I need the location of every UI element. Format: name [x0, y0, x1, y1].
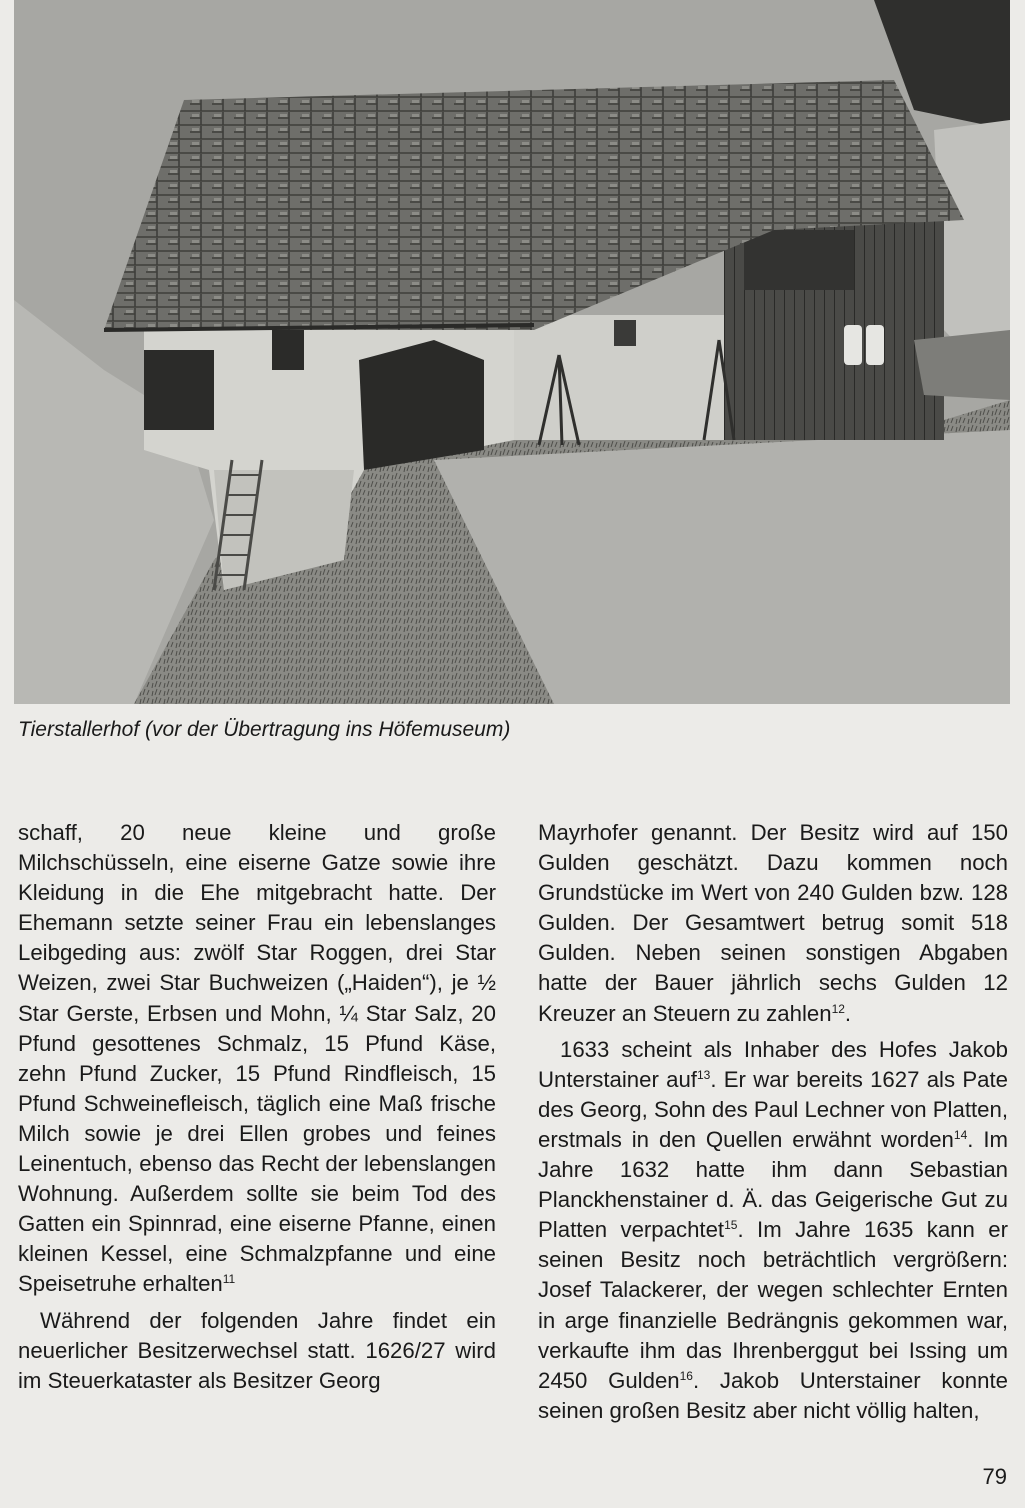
figure-caption: Tierstallerhof (vor der Übertragung ins Höfemuseum) [18, 718, 511, 741]
paragraph [18, 818, 496, 1300]
paragraph-text: . Im Jahre 1632 hatte ihm dann Sebastian Planckhenstainer d. Ä. das Geigerische Gut zu Platten verpachtet [538, 1126, 1008, 1243]
paragraph-text: . [844, 1000, 852, 1026]
paragraph [538, 1035, 1008, 1426]
paragraph-text: . Im Jahre 1635 kann er seinen Besitz noch beträchtlich vergrößern: Josef Talackerer, der wegen schlechter Ernten in arge finanzielle Bedrängnis gekommen war, verkaufte ihm das Ihrenberggut bei Issing um 2450 Gulden [538, 1217, 1008, 1393]
paragraph-text: Mayrhofer genannt. Der Besitz wird auf 150 Gulden geschätzt. Dazu kommen noch Grundstücke im Wert von 240 Gulden bzw. 128 Gulden. Der Gesamtwert betrug somit 518 Gulden. Neben seinen sonstigen Abgaben hatte der Bauer jährlich sechs Gulden 12 Kreuzer an Steuern zu zahlen [538, 820, 1008, 1026]
page-number: 79 [982, 1464, 1007, 1489]
paragraph-text: . Jakob Unterstainer konnte seinen großen Besitz aber nicht völlig halten, [538, 1367, 1008, 1423]
paragraph [538, 818, 1008, 1029]
footnote-ref: 14 [953, 1127, 968, 1142]
footnote-ref: 12 [831, 1001, 845, 1016]
footnote-ref: 11 [222, 1272, 236, 1287]
paragraph-text: 1633 scheint als Inhaber des Hofes Jakob Unterstainer auf [538, 1036, 1008, 1092]
paragraph-text: . Er war bereits 1627 als Pate des Georg, Sohn des Paul Lechner von Platten, erstmals in den Quellen erwähnt worden [538, 1066, 1008, 1152]
text-column-left [18, 818, 496, 1396]
paragraph: Während der folgenden Jahre findet ein neuerlicher Besitzerwechsel statt. 1626/27 wird im Steuerkataster als Besitzer Georg [18, 1307, 496, 1393]
footnote-ref: 13 [696, 1067, 711, 1082]
paragraph-text: schaff, 20 neue kleine und große Milchschüsseln, eine eiserne Gatze sowie ihre Kleidung in die Ehe mitgebracht hatte. Der Ehemann setzte seiner Frau ein lebenslanges Leibgeding aus: zwölf Star Roggen, drei Star Weizen, zwei Star Buchweizen („Haiden“), je ½ Star Gerste, Erbsen und Mohn, ¼ Star Salz, 20 Pfund gesottenes Schmalz, 15 Pfund Käse, zehn Pfund Zucker, 15 Pfund Rindfleisch, 15 Pfund Schweinefleisch, täglich eine Maß frische Milch sowie je drei Ellen grobes und feines Leinentuch, ebenso das Recht der lebenslangen Wohnung. Außerdem sollte sie beim Tod des Gatten ein Spinnrad, eine eiserne Pfanne, einen kleinen Kessel, eine Schmalzpfanne und eine Speisetruhe erhalten [18, 820, 496, 1297]
farmhouse-photo [14, 0, 1010, 704]
text-column-right [538, 818, 1008, 1426]
footnote-ref: 15 [724, 1218, 738, 1233]
footnote-ref: 16 [679, 1368, 693, 1383]
